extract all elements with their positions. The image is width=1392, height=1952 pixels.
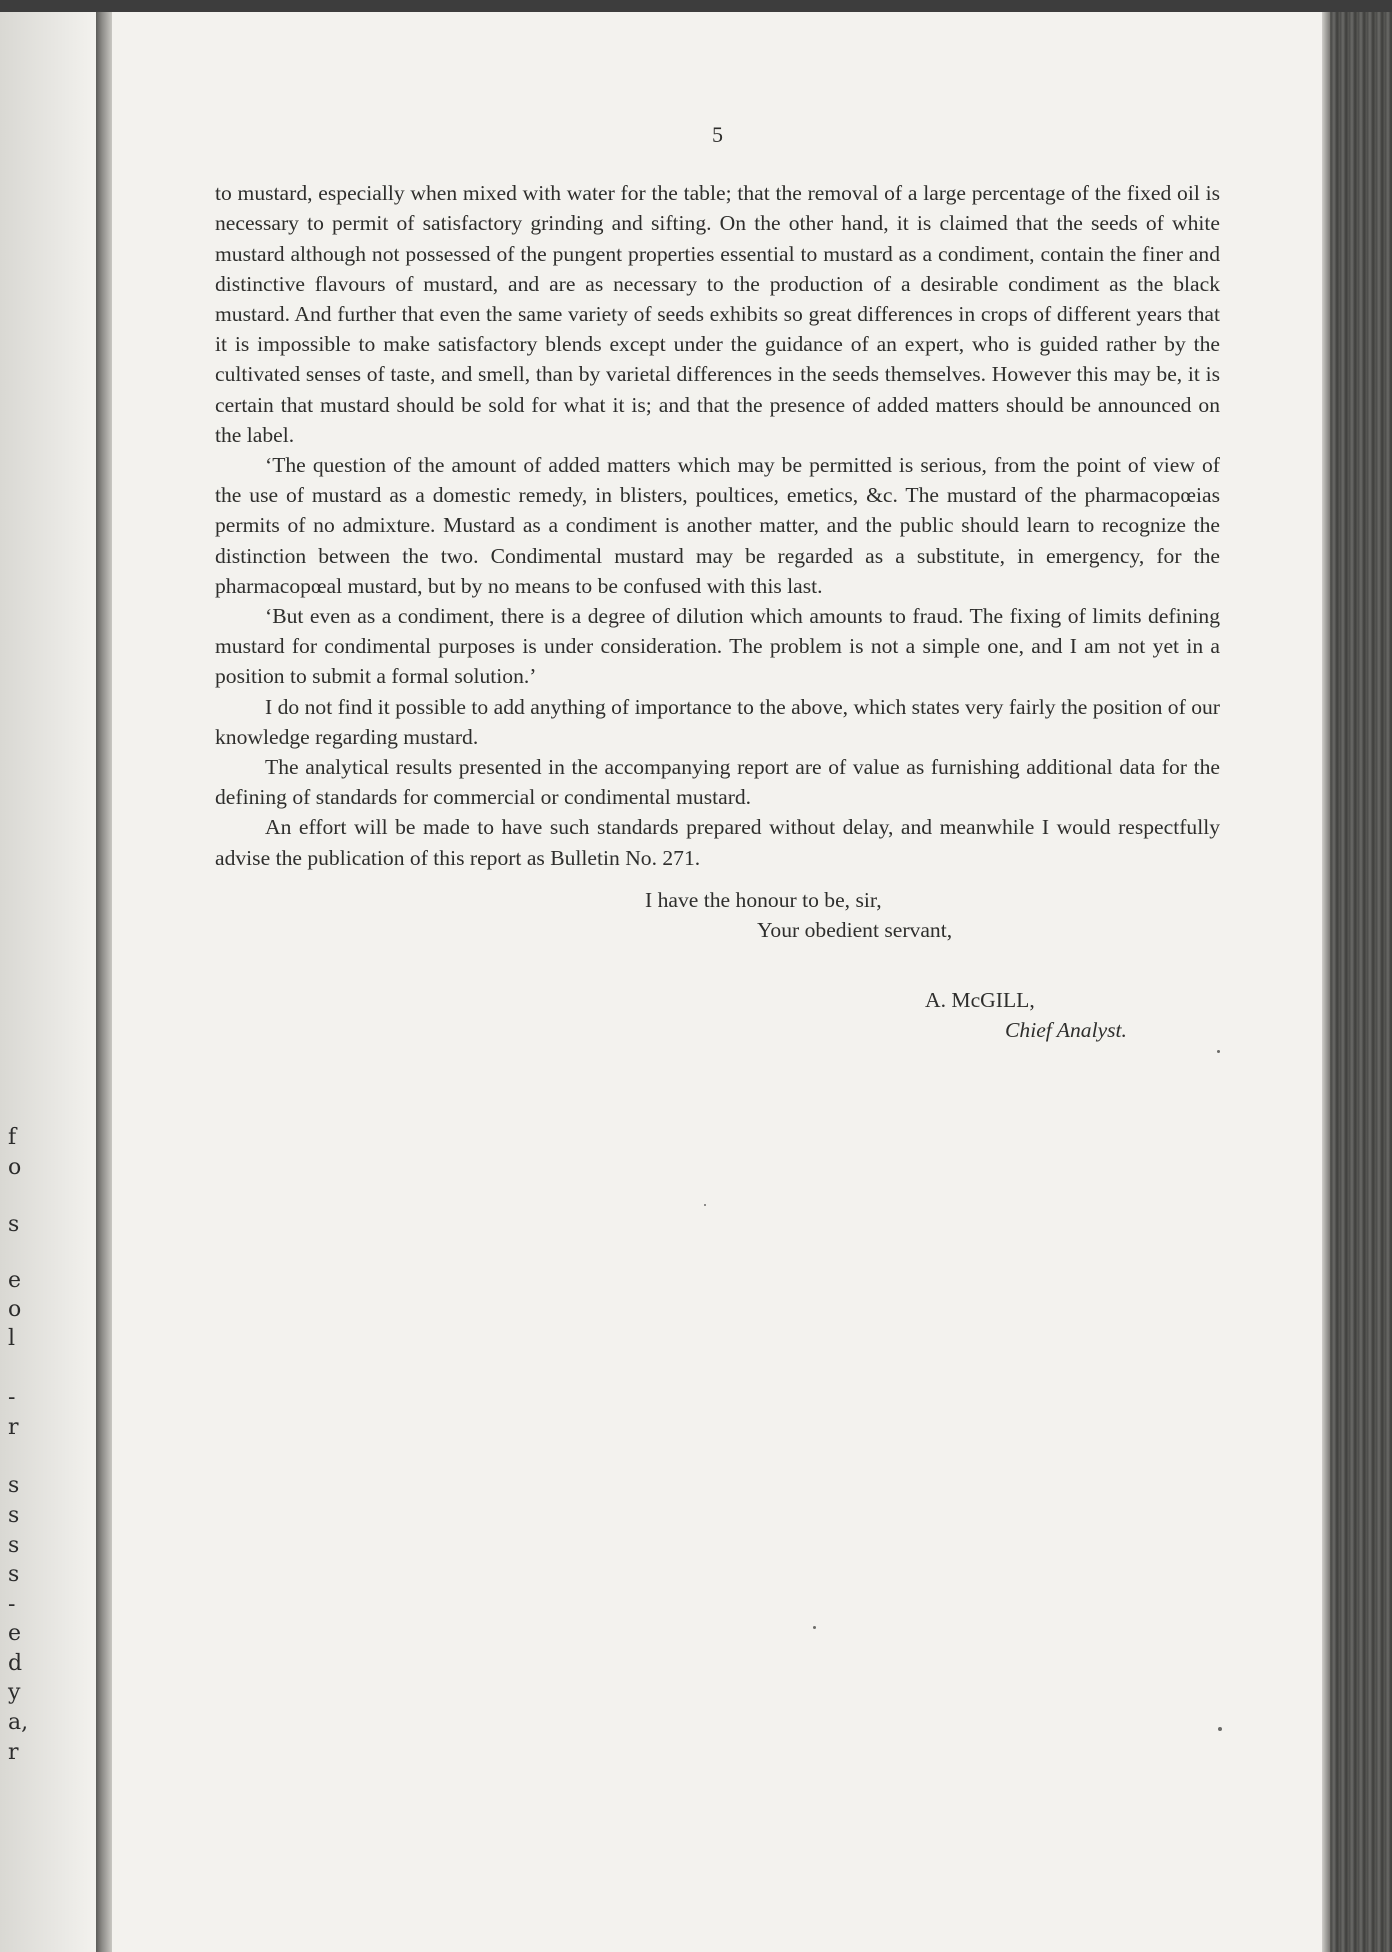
body-paragraph: ‘The question of the amount of added matters which may be permitted is serious, from the point of view of the use of mustard as a domestic remedy, in blisters, poultices, emetics, &c. The mustard of the pharmacopœias permits of no admixture. Mustard as a condiment is another matter, and the public should learn to recognize the distinction between the two. Condimental mustard may be regarded as a substitute, in emergency, for the pharmacopœal mustard, but by no means to be confused with this last. xyxy=(215,453,1220,598)
facing-page-letter: s xyxy=(8,1562,20,1587)
signature-name: A. McGILL, xyxy=(925,988,1035,1013)
paper-speck xyxy=(813,1626,816,1629)
closing-valediction: Your obedient servant, xyxy=(757,918,953,943)
facing-page-letter: d xyxy=(8,1651,23,1676)
body-paragraph: to mustard, especially when mixed with water for the table; that the removal of a large percentage of the fixed oil is necessary to permit of satisfactory grinding and sifting. On the other hand, it is claimed that the seeds of white mustard although not possessed of the pungent properties essential to mustard as a condiment, contain the finer and distinctive flavours of mustard, and are as necessary to the production of a desirable condiment as the black mustard. And further that even the same variety of seeds exhibits so great differences in crops of different years that it is impossible to make satisfactory blends except under the guidance of an expert, who is guided rather by the cultivated senses of taste, and smell, than by varietal differences in the seeds themselves. However this may be, it is certain that mustard should be sold for what it is; and that the presence of added matters should be announced on the label. xyxy=(215,181,1220,447)
facing-page-margin xyxy=(0,0,96,1952)
facing-page-letter: s xyxy=(8,1473,20,1498)
scan-top-border xyxy=(0,0,1392,12)
body-paragraph: The analytical results presented in the accompanying report are of value as furnishing additional data for the defining of standards for commercial or condimental mustard. xyxy=(215,755,1220,810)
book-gutter xyxy=(96,12,112,1952)
facing-page-letter: r xyxy=(8,1415,19,1440)
facing-page-letter: s xyxy=(8,1503,20,1528)
letter-closing xyxy=(215,885,1220,945)
facing-page-letter: e xyxy=(8,1621,22,1646)
facing-page-letter: l xyxy=(8,1326,16,1351)
facing-page-letter: - xyxy=(8,1385,16,1410)
facing-page-letter: r xyxy=(8,1740,19,1765)
facing-page-letter: y xyxy=(8,1680,21,1705)
paper-speck xyxy=(704,1204,706,1206)
document-body xyxy=(215,120,1220,1046)
paper-speck xyxy=(1217,1050,1220,1053)
body-paragraph: An effort will be made to have such standards prepared without delay, and meanwhile I would respectfully advise the publication of this report as Bulletin No. 271. xyxy=(215,815,1220,870)
body-paragraph: ‘But even as a condiment, there is a degree of dilution which amounts to fraud. The fixing of limits defining mustard for condimental purposes is under consideration. The problem is not a simple one, and I am not yet in a position to submit a formal solution.’ xyxy=(215,604,1220,689)
body-paragraph: I do not find it possible to add anything of importance to the above, which states very fairly the position of our knowledge regarding mustard. xyxy=(215,694,1220,749)
facing-page-letter: f xyxy=(8,1125,17,1150)
facing-page-letter: s xyxy=(8,1533,20,1558)
facing-page-letter: o xyxy=(8,1155,22,1180)
page-number: 5 xyxy=(712,122,723,147)
closing-salutation: I have the honour to be, sir, xyxy=(645,887,882,912)
facing-page-letter: - xyxy=(8,1592,16,1617)
facing-page-letter: e xyxy=(8,1268,22,1293)
facing-page-letter: a, xyxy=(8,1710,29,1735)
book-page-edges xyxy=(1322,12,1392,1952)
facing-page-letter: s xyxy=(8,1212,20,1237)
facing-page-letter: o xyxy=(8,1297,22,1322)
signature-title: Chief Analyst. xyxy=(1005,1018,1127,1043)
paper-speck xyxy=(1218,1727,1222,1731)
